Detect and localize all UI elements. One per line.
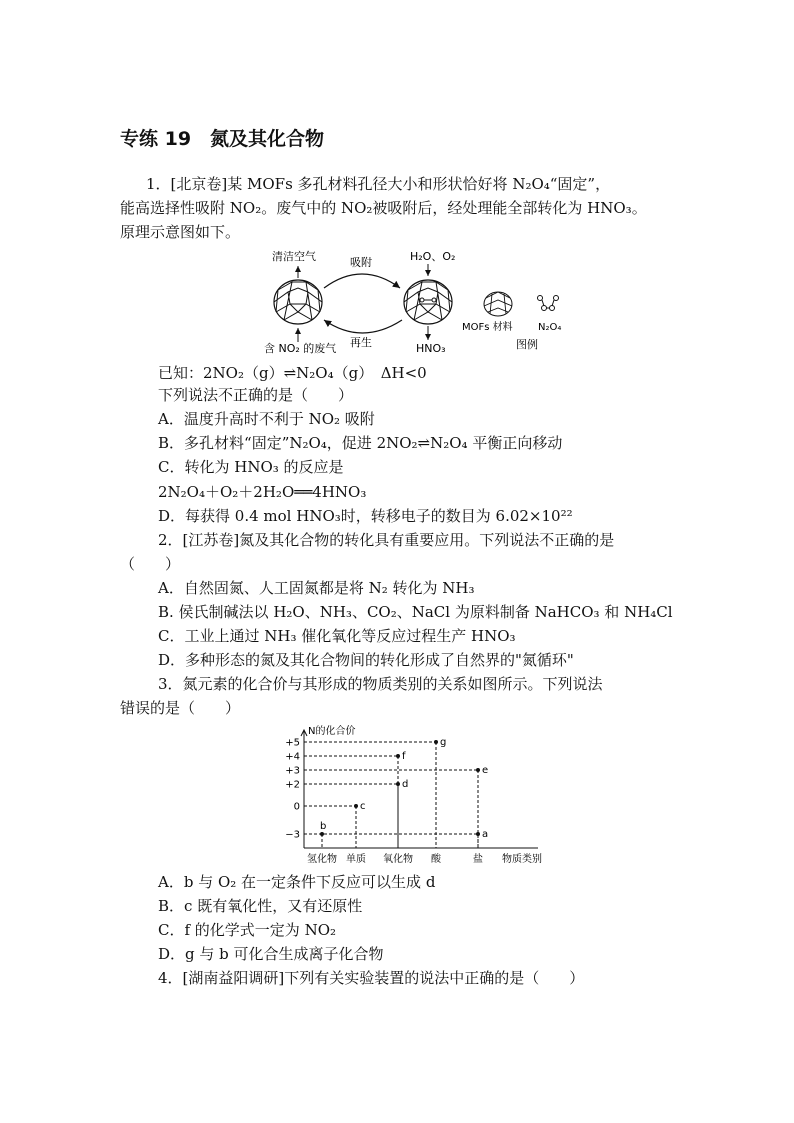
- mofs-diagram: [262, 248, 582, 358]
- point-f: [396, 754, 400, 758]
- adsorb-arrow: [324, 274, 400, 288]
- n2o4-label: N₂O₄: [538, 322, 562, 333]
- y-tick-label: +5: [285, 737, 300, 749]
- q2-option-d: D．多种形态的氮及其化合物间的转化形成了自然界的"氮循环": [158, 651, 574, 669]
- hno3-label: HNO₃: [416, 342, 446, 355]
- q1-option-d: D．每获得 0.4 mol HNO₃时，转移电子的数目为 6.02×10²²: [158, 507, 573, 525]
- q1-stem: 下列说法不正确的是（ ）: [158, 386, 354, 404]
- n2o4-molecule-in-mof: [420, 298, 436, 302]
- x-tick-label: 氧化物: [383, 854, 413, 865]
- valence-category-chart: [270, 722, 550, 867]
- y-tick-label: 0: [293, 801, 300, 813]
- q3-line2: 错误的是（ ）: [120, 699, 241, 717]
- q2-option-a: A．自然固氮、人工固氮都是将 N₂ 转化为 NH₃: [158, 579, 475, 597]
- x-axis-label: 物质类别: [502, 854, 542, 865]
- point-c: [354, 804, 358, 808]
- q3-option-a: A．b 与 O₂ 在一定条件下反应可以生成 d: [158, 873, 436, 891]
- q1-line2: 能高选择性吸附 NO₂。废气中的 NO₂被吸附后，经处理能全部转化为 HNO₃。: [120, 199, 647, 217]
- x-tick-label: 酸: [431, 854, 441, 865]
- clean-air-label: 清洁空气: [272, 250, 316, 263]
- x-tick-label: 氢化物: [307, 854, 337, 865]
- q4-line1: 4．[湖南益阳调研]下列有关实验装置的说法中正确的是（ ）: [158, 969, 585, 987]
- point-label-e: e: [482, 765, 489, 776]
- x-tick-label: 单质: [346, 854, 366, 865]
- legend-label: 图例: [516, 338, 538, 351]
- y-tick-label: +4: [285, 751, 300, 763]
- q1-line1: 1．[北京卷]某 MOFs 多孔材料孔径大小和形状恰好将 N₂O₄“固定”，: [146, 175, 611, 193]
- q2-line2: （ ）: [120, 555, 181, 573]
- page-title: 专练 19 氮及其化合物: [120, 128, 325, 150]
- q3-option-b: B．c 既有氧化性，又有还原性: [158, 897, 363, 915]
- point-label-f: f: [402, 751, 406, 762]
- point-label-d: d: [402, 779, 409, 790]
- mofs-label: MOFs 材料: [462, 322, 513, 333]
- q3-option-d: D．g 与 b 可化合生成离子化合物: [158, 945, 384, 963]
- point-a: [476, 832, 480, 836]
- regen-label: 再生: [350, 336, 372, 349]
- y-tick-label: +3: [285, 765, 300, 777]
- q3-option-c: C．f 的化学式一定为 NO₂: [158, 921, 337, 939]
- q2-line1: 2．[江苏卷]氮及其化合物的转化具有重要应用。下列说法不正确的是: [158, 531, 615, 549]
- x-tick-label: 盐: [473, 854, 483, 865]
- q2-option-b: B. 侯氏制碱法以 H₂O、NH₃、CO₂、NaCl 为原料制备 NaHCO₃ 和 NH₄Cl: [158, 603, 673, 621]
- h2o-o2-label: H₂O、O₂: [410, 250, 456, 263]
- legend-n2o4-icon: [538, 296, 559, 311]
- q1-option-c-equation: 2N₂O₄＋O₂＋2H₂O══4HNO₃: [158, 483, 367, 501]
- regen-arrow: [324, 320, 402, 333]
- y-axis-label: N的化合价: [308, 726, 356, 737]
- point-label-a: a: [482, 829, 489, 840]
- y-tick-label: +2: [285, 779, 300, 791]
- waste-gas-label: 含 NO₂ 的废气: [264, 342, 337, 355]
- legend-mofs-icon: [484, 292, 512, 316]
- point-g: [434, 740, 438, 744]
- adsorb-label: 吸附: [350, 256, 372, 269]
- q1-option-b: B．多孔材料“固定”N₂O₄，促进 2NO₂⇌N₂O₄ 平衡正向移动: [158, 434, 563, 452]
- point-label-g: g: [440, 737, 447, 748]
- q3-line1: 3．氮元素的化合价与其形成的物质类别的关系如图所示。下列说法: [158, 675, 603, 693]
- q1-option-a: A．温度升高时不利于 NO₂ 吸附: [158, 410, 375, 428]
- q1-line3: 原理示意图如下。: [120, 223, 241, 241]
- q1-option-c: C．转化为 HNO₃ 的反应是: [158, 458, 344, 476]
- q1-known: 已知：2NO₂（g）⇌N₂O₄（g） ΔH<0: [158, 364, 427, 382]
- point-e: [476, 768, 480, 772]
- point-label-b: b: [320, 821, 327, 832]
- q2-option-c: C．工业上通过 NH₃ 催化氧化等反应过程生产 HNO₃: [158, 627, 516, 645]
- y-tick-label: −3: [285, 829, 300, 841]
- point-label-c: c: [360, 801, 366, 812]
